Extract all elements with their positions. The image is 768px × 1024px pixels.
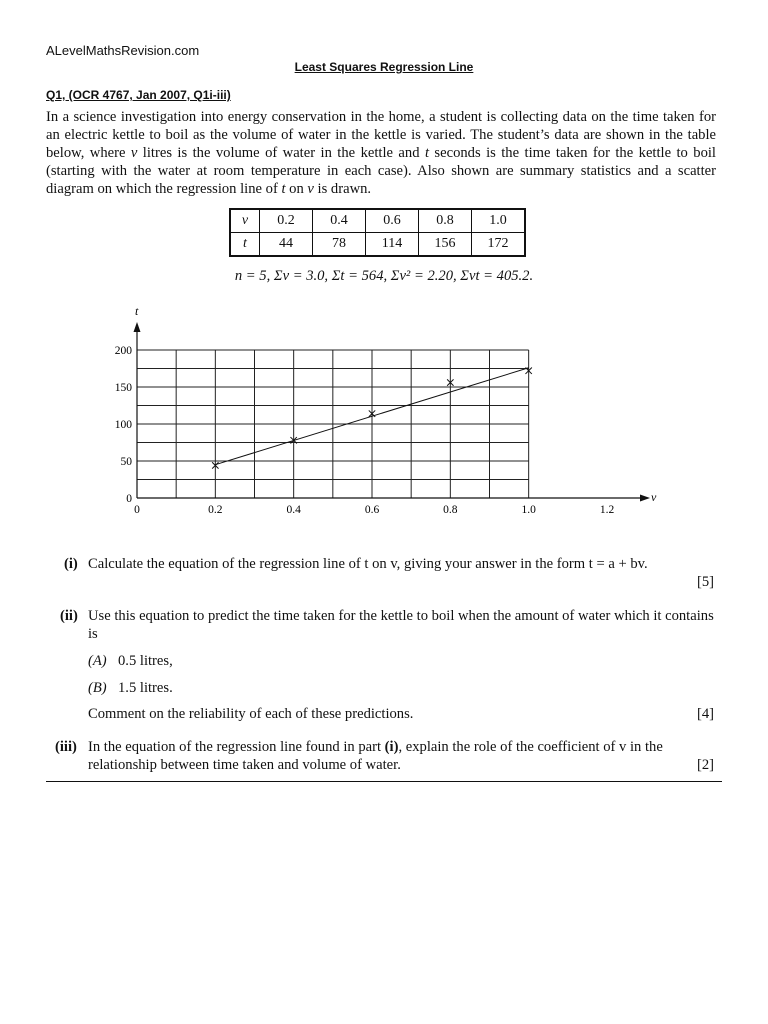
table-row-t: [230, 233, 525, 257]
x-tick-label: 0.6: [364, 504, 380, 516]
page-title: Least Squares Regression Line: [294, 60, 474, 74]
part-b-label: (B): [88, 680, 107, 696]
table-cell: 172: [472, 233, 526, 257]
table-cell: 0.4: [313, 209, 366, 233]
question-reference: Q1, (OCR 4767, Jan 2007, Q1i-iii): [46, 88, 231, 102]
y-tick-label: 100: [114, 419, 132, 431]
part-reference: (i): [384, 739, 399, 755]
table-cell: 0.2: [260, 209, 313, 233]
row-label-v: v: [230, 209, 260, 233]
x-axis-label: v: [651, 490, 657, 504]
table-cell: 114: [366, 233, 419, 257]
y-tick-label: 50: [120, 456, 132, 468]
question-iii-marks: [2]: [696, 757, 714, 773]
row-label-t: t: [230, 233, 260, 257]
question-ii-a-label: [88, 652, 107, 670]
scatter-diagram: [90, 300, 670, 525]
intro-paragraph: [46, 108, 716, 198]
intro-var-t: t: [424, 145, 429, 161]
x-axis-arrow: [640, 495, 650, 502]
question-ii-a-text: 0.5 litres,: [118, 653, 173, 669]
summary-statistics: n = 5, Σv = 3.0, Σt = 564, Σv² = 2.20, Σvt = 405.2.: [234, 268, 534, 284]
intro-var-v: v: [130, 145, 138, 161]
intro-text: In a science investigation into energy conservation in the home, a student is collecting data on the time taken for an electric kettle to boil as the volume of water in the kettle is varied. The student’s data are shown in the table below, where: [46, 109, 716, 161]
table-cell: 44: [260, 233, 313, 257]
intro-text: litres is the volume of water in the kettle and: [137, 145, 425, 161]
y-tick-label: 200: [114, 345, 132, 357]
intro-text: seconds is the time taken for the kettle to boil (starting with the water at room temperature in each case). Also shown are summary statistics and a scatter diagram on which the regression line of: [46, 145, 716, 197]
y-axis-arrow: [134, 322, 141, 332]
intro-var-v: v: [307, 181, 314, 197]
table-row-v: [230, 209, 525, 233]
intro-text: on: [285, 181, 308, 197]
part-a-label: (A): [88, 653, 107, 669]
x-tick-label: 0.2: [208, 504, 223, 516]
site-name: ALevelMathsRevision.com: [46, 43, 200, 58]
question-iii-text-part: , explain the role of the coefficient of v in the relationship between time taken and volume of water.: [88, 739, 663, 773]
table-cell: 0.8: [419, 209, 472, 233]
table-cell: 78: [313, 233, 366, 257]
question-i-text: Calculate the equation of the regression line of t on v, giving your answer in the form t = a + bv.: [88, 556, 648, 572]
x-tick-label: 0.4: [286, 504, 301, 516]
x-tick-label: 0: [134, 504, 140, 516]
table-cell: 1.0: [472, 209, 526, 233]
y-tick-labels: [115, 345, 133, 505]
x-tick-label: 1.2: [599, 504, 615, 516]
y-tick-label: 150: [114, 382, 132, 394]
x-tick-label: 0.8: [443, 504, 458, 516]
x-tick-labels: [134, 504, 614, 516]
chart-axes: [134, 322, 651, 502]
x-tick-label: 1.0: [521, 504, 536, 516]
question-i-label: (i): [64, 556, 78, 572]
data-table: [229, 208, 526, 257]
chart-grid: [137, 350, 529, 498]
question-ii-b-text: 1.5 litres.: [118, 680, 173, 696]
question-ii-label: (ii): [60, 608, 78, 624]
question-ii-text: Use this equation to predict the time taken for the kettle to boil when the amount of water which it contains is: [88, 608, 714, 642]
question-iii-label: (iii): [55, 739, 77, 755]
bottom-rule: [46, 781, 722, 782]
question-ii-marks: [4]: [696, 706, 714, 722]
question-ii-b-label: [88, 679, 107, 697]
table-cell: 0.6: [366, 209, 419, 233]
intro-text: is drawn.: [313, 181, 372, 197]
y-axis-label: t: [135, 304, 139, 318]
y-tick-label: 0: [126, 493, 132, 505]
intro-var-t: t: [281, 181, 286, 197]
table-cell: 156: [419, 233, 472, 257]
question-iii-text: [88, 738, 718, 774]
question-i-marks: [5]: [696, 574, 714, 590]
question-ii-comment: Comment on the reliability of each of these predictions.: [88, 706, 414, 722]
question-iii-text-part: In the equation of the regression line found in part: [88, 739, 385, 755]
